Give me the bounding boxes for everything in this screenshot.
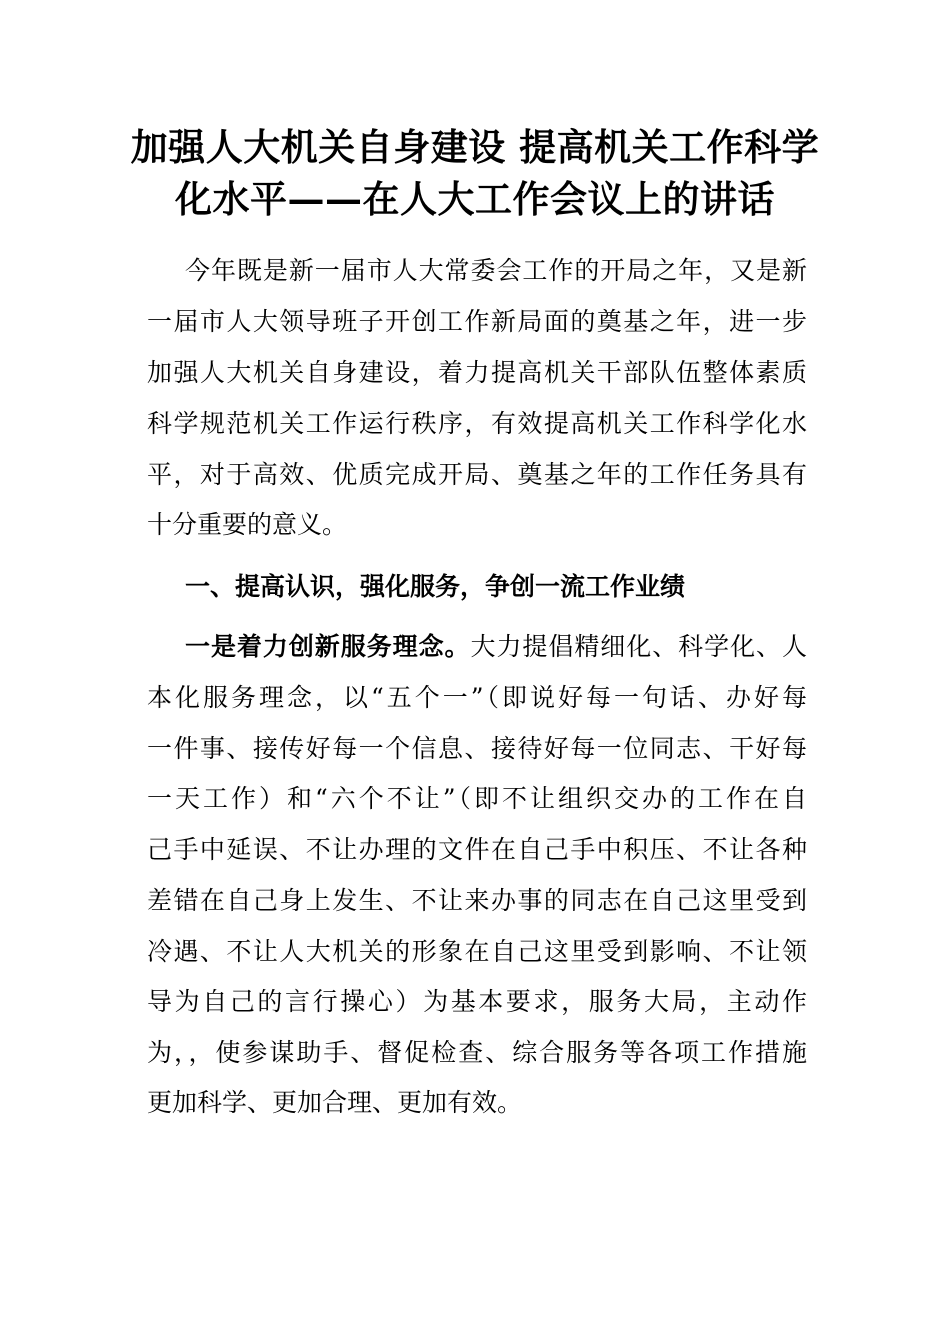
intro-paragraph-line: 今年既是新一届市人大常委会工作的开局之年，又是新	[185, 256, 807, 285]
point-paragraph-line: 为，，使参谋助手、督促检查、综合服务等各项工作措施	[147, 1038, 807, 1067]
point-paragraph-line: 更加科学、更加合理、更加有效。	[147, 1088, 523, 1117]
point-paragraph-line: 差错在自己身上发生、不让来办事的同志在自己这里受到	[147, 886, 807, 915]
point-paragraph-line: 导为自己的言行操心）为基本要求，服务大局，主动作	[147, 987, 807, 1016]
section-heading: 一、提高认识，强化服务，争创一流工作业绩	[185, 572, 686, 601]
point-paragraph-first-line	[185, 627, 807, 667]
point-paragraph-line: 本化服务理念，以“五个一”（即说好每一句话、办好每	[147, 683, 807, 712]
point-lead-text: 一是着力创新服务理念。	[185, 632, 471, 661]
document-title-line-1: 加强人大机关自身建设 提高机关工作科学	[130, 125, 820, 169]
point-body-text: 大力提倡精细化、科学化、人	[470, 632, 807, 661]
intro-paragraph-line: 一届市人大领导班子开创工作新局面的奠基之年，进一步	[147, 307, 807, 336]
intro-paragraph-line: 科学规范机关工作运行秩序，有效提高机关工作科学化水	[147, 409, 807, 438]
point-paragraph-line: 一件事、接传好每一个信息、接待好每一位同志、干好每	[147, 734, 807, 763]
document-title-line-2: 化水平——在人大工作会议上的讲话	[175, 177, 775, 221]
intro-paragraph-line: 平，对于高效、优质完成开局、奠基之年的工作任务具有	[147, 460, 807, 489]
intro-paragraph-line: 加强人大机关自身建设，着力提高机关干部队伍整体素质	[147, 358, 807, 387]
point-paragraph-line: 一天工作）和“六个不让”（即不让组织交办的工作在自	[147, 784, 807, 813]
point-paragraph-line: 冷遇、不让人大机关的形象在自己这里受到影响、不让领	[147, 937, 807, 966]
point-paragraph-line: 己手中延误、不让办理的文件在自己手中积压、不让各种	[147, 835, 807, 864]
intro-paragraph-line: 十分重要的意义。	[147, 510, 348, 539]
